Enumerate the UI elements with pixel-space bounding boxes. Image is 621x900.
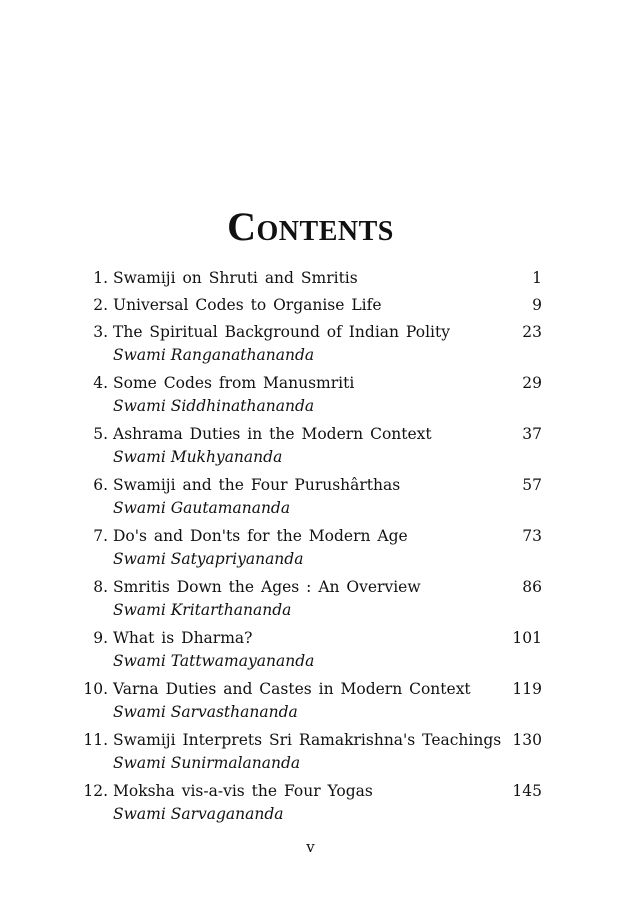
- entry-title: Moksha vis-a-vis the Four Yogas: [113, 782, 373, 800]
- toc-entry[interactable]: [82, 779, 542, 827]
- entry-author: Swami Siddhinathananda: [113, 397, 315, 415]
- entry-author: Swami Sarvagananda: [113, 805, 284, 823]
- entry-number: 2.: [93, 296, 108, 314]
- entry-author: Swami Satyapriyananda: [113, 550, 304, 568]
- entry-title: Ashrama Duties in the Modern Context: [113, 425, 432, 443]
- entry-page: 1: [532, 269, 542, 287]
- entry-title: Varna Duties and Castes in Modern Context: [113, 680, 471, 698]
- entry-page: 9: [532, 296, 542, 314]
- toc-entry[interactable]: [82, 524, 542, 572]
- entry-number: 11.: [83, 731, 108, 749]
- toc-entry[interactable]: [82, 293, 542, 317]
- entry-author: Swami Gautamananda: [113, 499, 291, 517]
- entry-title: The Spiritual Background of Indian Polity: [113, 323, 450, 341]
- entry-title: Swamiji on Shruti and Smritis: [113, 269, 358, 287]
- entry-author: Swami Sunirmalananda: [113, 754, 301, 772]
- entry-number: 12.: [83, 782, 108, 800]
- entry-page: 29: [522, 374, 542, 392]
- toc-entry[interactable]: [82, 320, 542, 368]
- entry-page: 145: [512, 782, 542, 800]
- entry-number: 10.: [83, 680, 108, 698]
- entry-page: 73: [522, 527, 542, 545]
- entry-author: Swami Tattwamayananda: [113, 652, 315, 670]
- entry-title: Some Codes from Manusmriti: [113, 374, 355, 392]
- entry-author: Swami Ranganathananda: [113, 346, 315, 364]
- entry-page: 86: [522, 578, 542, 596]
- entry-title: Do's and Don'ts for the Modern Age: [113, 527, 408, 545]
- entry-number: 5.: [93, 425, 108, 443]
- toc-entry[interactable]: [82, 728, 542, 776]
- entry-title: Swamiji and the Four Purushârthas: [113, 476, 401, 494]
- page-title: Contents: [227, 204, 394, 249]
- entry-title: What is Dharma?: [113, 629, 253, 647]
- table-of-contents: [82, 266, 542, 830]
- toc-entry[interactable]: [82, 266, 542, 290]
- toc-entry[interactable]: [82, 677, 542, 725]
- toc-entry[interactable]: [82, 473, 542, 521]
- entry-author: Swami Sarvasthananda: [113, 703, 298, 721]
- entry-title: Smritis Down the Ages : An Overview: [113, 578, 421, 596]
- entry-number: 8.: [93, 578, 108, 596]
- entry-page: 101: [512, 629, 542, 647]
- entry-page: 119: [512, 680, 542, 698]
- entry-author: Swami Kritarthananda: [113, 601, 292, 619]
- page-number: v: [306, 838, 315, 856]
- entry-title: Universal Codes to Organise Life: [113, 296, 382, 314]
- entry-page: 130: [512, 731, 542, 749]
- entry-number: 1.: [93, 269, 108, 287]
- toc-entry[interactable]: [82, 626, 542, 674]
- entry-number: 4.: [93, 374, 108, 392]
- entry-number: 9.: [93, 629, 108, 647]
- entry-number: 7.: [93, 527, 108, 545]
- entry-page: 23: [522, 323, 542, 341]
- entry-title: Swamiji Interprets Sri Ramakrishna's Teachings: [113, 731, 502, 749]
- entry-number: 6.: [93, 476, 108, 494]
- toc-entry[interactable]: [82, 422, 542, 470]
- entry-author: Swami Mukhyananda: [113, 448, 283, 466]
- entry-page: 57: [522, 476, 542, 494]
- toc-entry[interactable]: [82, 371, 542, 419]
- entry-number: 3.: [93, 323, 108, 341]
- entry-page: 37: [522, 425, 542, 443]
- toc-entry[interactable]: [82, 575, 542, 623]
